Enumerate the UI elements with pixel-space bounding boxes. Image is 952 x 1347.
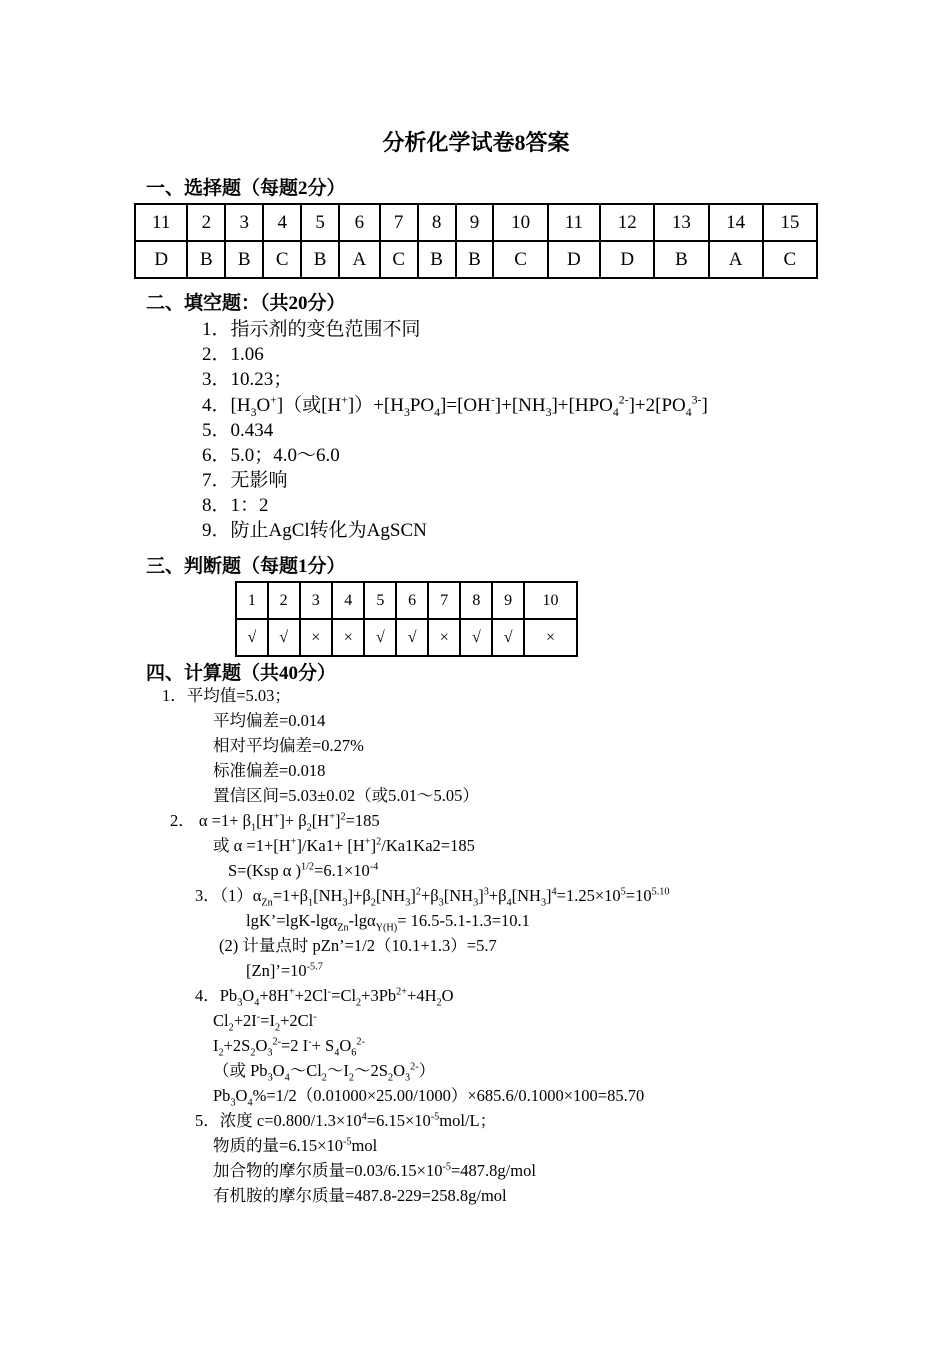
answer-cell: C: [263, 241, 301, 278]
superscript: 4: [361, 1111, 367, 1123]
subscript: 4: [685, 405, 692, 419]
text-run: =Cl: [331, 986, 357, 1005]
question-number: 5: [364, 582, 396, 619]
question-number: 8: [418, 204, 456, 241]
calc-4-line-1: [195, 984, 454, 1009]
true-false-table: [235, 581, 578, 657]
text-run: ]: [334, 811, 341, 830]
subscript: 2: [250, 1047, 256, 1059]
text-run: /Ka1Ka2=185: [381, 836, 475, 855]
text-run: 2． α =1+ β: [170, 811, 252, 830]
text-run: =1.25×10: [556, 886, 621, 905]
subscript: 3: [267, 1047, 273, 1059]
superscript: -: [327, 986, 332, 998]
text-run: I: [213, 1036, 219, 1055]
subscript: 3: [404, 1072, 411, 1084]
question-number: 3: [225, 204, 263, 241]
text-run: ]+2[PO: [628, 395, 686, 416]
text-run: ]+β: [347, 886, 371, 905]
subscript: Zn: [261, 897, 273, 909]
text-run: 4．Pb: [195, 986, 238, 1005]
question-number: 2: [187, 204, 225, 241]
subscript: 3: [267, 1072, 273, 1084]
subscript: 2: [436, 997, 442, 1009]
answer-cell: B: [187, 241, 225, 278]
text-run: =185: [345, 811, 380, 830]
superscript: 2-: [272, 1036, 281, 1048]
text-run: O: [393, 1061, 405, 1080]
text-run: ]+[NH: [494, 395, 546, 416]
text-run: 3．（1）α: [195, 886, 262, 905]
text-run: Cl: [213, 1011, 229, 1030]
superscript: -4: [369, 861, 379, 873]
text-run: 加合物的摩尔质量=0.03/6.15×10: [213, 1161, 443, 1180]
text-run: +β: [420, 886, 439, 905]
superscript: -5: [430, 1111, 440, 1123]
answer-cell: √: [492, 619, 524, 656]
answer-row: [236, 619, 577, 656]
subscript: Zn: [337, 922, 349, 934]
subscript: 3: [405, 897, 411, 909]
superscript: -5: [343, 1136, 352, 1148]
calc-3-line-4: [246, 959, 323, 984]
subscript: 3: [438, 897, 444, 909]
question-number: 9: [456, 204, 494, 241]
question-number: 11: [548, 204, 600, 241]
text-run: ～2S: [354, 1061, 388, 1080]
subscript: 3: [230, 1097, 236, 1109]
text-run: ]/Ka1+ [H: [296, 836, 365, 855]
text-run: ]+ β: [279, 811, 307, 830]
answer-cell: B: [301, 241, 339, 278]
answer-cell: A: [339, 241, 380, 278]
subscript: 4: [434, 405, 441, 419]
text-run: O: [441, 986, 454, 1005]
subscript: 3: [540, 897, 547, 909]
section-heading-fill: 二、填空题：（共20分）: [146, 293, 346, 314]
calc-5-line-2: [213, 1134, 377, 1159]
fill-answer-4: [202, 393, 708, 418]
section-heading-true-false: 三、判断题（每题1分）: [146, 556, 346, 577]
text-run: PO: [409, 395, 435, 416]
answer-cell: D: [548, 241, 600, 278]
text-run: =6.1×10: [314, 861, 370, 880]
superscript: 2: [340, 811, 346, 823]
question-number: 6: [339, 204, 380, 241]
text-run: mol/L；: [439, 1111, 497, 1130]
text-run: -lgα: [348, 911, 376, 930]
calc-5-line-4: 有机胺的摩尔质量=487.8-229=258.8g/mol: [213, 1186, 507, 1205]
text-run: O: [255, 1036, 268, 1055]
calc-3-line-3: (2) 计量点时 pZn’=1/2（10.1+1.3）=5.7: [219, 936, 497, 955]
subscript: 2: [274, 1022, 281, 1034]
text-run: =10: [625, 886, 652, 905]
text-run: =487.8g/mol: [450, 1161, 536, 1180]
calc-2-line-3: [228, 859, 378, 884]
text-run: O: [242, 986, 255, 1005]
text-run: + S: [311, 1036, 335, 1055]
subscript: 3: [403, 405, 410, 419]
answer-cell: B: [456, 241, 494, 278]
subscript: 4: [284, 1072, 290, 1084]
superscript: -5: [442, 1161, 451, 1173]
text-run: O: [235, 1086, 248, 1105]
superscript: 3-: [691, 393, 702, 407]
question-number: 8: [460, 582, 492, 619]
subscript: 4: [506, 897, 512, 909]
answer-cell: ×: [300, 619, 332, 656]
text-run: =1+β: [272, 886, 309, 905]
text-run: ～Cl: [289, 1061, 322, 1080]
text-run: ～I: [326, 1061, 349, 1080]
text-run: [H: [256, 811, 274, 830]
question-number: 13: [654, 204, 708, 241]
answer-cell: ×: [332, 619, 364, 656]
question-number: 2: [268, 582, 300, 619]
question-number: 11: [135, 204, 187, 241]
answer-cell: √: [364, 619, 396, 656]
text-run: 5．浓度 c=0.800/1.3×10: [195, 1111, 362, 1130]
multiple-choice-table: [134, 203, 818, 279]
calc-4-line-4: [213, 1059, 435, 1084]
superscript: 2: [376, 836, 382, 848]
text-run: （或 Pb: [213, 1061, 268, 1080]
calc-5-line-1: [195, 1109, 496, 1134]
superscript: -: [313, 1011, 317, 1023]
calc-5-line-3: [213, 1159, 536, 1184]
question-number: 5: [301, 204, 339, 241]
superscript: +: [270, 393, 277, 407]
text-run: ]: [701, 395, 708, 416]
fill-answer-9: 9．防止AgCl转化为AgSCN: [202, 520, 427, 541]
text-run: [Zn]’=10: [246, 961, 307, 980]
text-run: ]（或[H: [276, 395, 342, 416]
answer-cell: D: [600, 241, 654, 278]
question-number-row: [236, 582, 577, 619]
section-heading-calculation: 四、计算题（共40分）: [146, 663, 337, 684]
calc-4-line-2: [213, 1009, 317, 1034]
text-run: +2S: [223, 1036, 251, 1055]
subscript: 3: [545, 405, 552, 419]
text-run: [NH: [313, 886, 343, 905]
answer-cell: √: [460, 619, 492, 656]
question-number: 10: [524, 582, 577, 619]
text-run: +8H: [259, 986, 289, 1005]
answer-cell: C: [380, 241, 418, 278]
answer-cell: B: [418, 241, 456, 278]
text-run: +3Pb: [361, 986, 397, 1005]
text-run: ]: [410, 886, 416, 905]
text-run: 4．: [202, 395, 231, 416]
subscript: 6: [351, 1047, 357, 1059]
question-number: 1: [236, 582, 268, 619]
superscript: 1/2: [300, 861, 315, 873]
text-run: O: [272, 1061, 285, 1080]
subscript: 1: [308, 897, 314, 909]
subscript: 2: [306, 822, 312, 834]
text-run: +2I: [233, 1011, 257, 1030]
question-number: 6: [396, 582, 428, 619]
calc-1-line-1: 1．平均值=5.03；: [162, 686, 291, 705]
answer-cell: B: [654, 241, 708, 278]
calc-4-line-3: [213, 1034, 365, 1059]
superscript: 2+: [396, 986, 408, 998]
superscript: 3: [483, 886, 489, 898]
fill-answer-2: 2．1.06: [202, 344, 264, 365]
text-run: mol: [351, 1136, 378, 1155]
subscript: 4: [334, 1047, 340, 1059]
answer-cell: √: [396, 619, 428, 656]
answer-cell: C: [493, 241, 547, 278]
answer-cell: C: [763, 241, 817, 278]
question-number: 12: [600, 204, 654, 241]
question-number: 9: [492, 582, 524, 619]
text-run: ]+[HPO: [551, 395, 613, 416]
text-run: +2Cl: [294, 986, 328, 1005]
text-run: =6.15×10: [366, 1111, 431, 1130]
superscript: -5.7: [306, 961, 323, 973]
superscript: 2-: [410, 1061, 419, 1073]
answer-cell: ×: [428, 619, 460, 656]
text-run: =2 I: [281, 1036, 309, 1055]
calc-4-line-5: [213, 1084, 644, 1109]
question-number: 15: [763, 204, 817, 241]
answer-row: [135, 241, 817, 278]
text-run: O: [256, 395, 271, 416]
text-run: [NH: [375, 886, 406, 905]
text-run: +β: [488, 886, 507, 905]
answer-cell: B: [225, 241, 263, 278]
subscript: 2: [356, 997, 362, 1009]
subscript: 3: [250, 405, 257, 419]
superscript: 2-: [618, 393, 629, 407]
superscript: +: [329, 811, 335, 823]
answer-cell: A: [709, 241, 763, 278]
question-number: 7: [380, 204, 418, 241]
subscript: 2: [370, 897, 376, 909]
subscript: 3: [473, 897, 479, 909]
superscript: +: [341, 393, 348, 407]
fill-answer-8: 8．1：2: [202, 495, 269, 516]
calc-1-line-2: 平均偏差=0.014: [213, 711, 326, 730]
answer-cell: ×: [524, 619, 577, 656]
subscript: 4: [612, 405, 619, 419]
text-run: ]: [478, 886, 484, 905]
calc-3-line-2: [246, 909, 530, 934]
superscript: -: [308, 1036, 312, 1048]
text-run: [NH: [443, 886, 474, 905]
question-number: 7: [428, 582, 460, 619]
superscript: 4: [551, 886, 557, 898]
text-run: Pb: [213, 1086, 231, 1105]
question-number: 4: [332, 582, 364, 619]
subscript: 4: [247, 1097, 253, 1109]
subscript: 3: [237, 997, 243, 1009]
text-run: %=1/2（0.01000×25.00/1000）×685.6/0.1000×100=85.70: [252, 1086, 645, 1105]
question-number: 10: [493, 204, 547, 241]
subscript: 1: [251, 822, 257, 834]
fill-answer-1: 1．指示剂的变色范围不同: [202, 319, 421, 340]
text-run: ]=[OH: [440, 395, 491, 416]
superscript: 2-: [356, 1036, 365, 1048]
calc-1-line-4: 标准偏差=0.018: [213, 761, 326, 780]
fill-answer-3: 3．10.23；: [202, 369, 293, 390]
section-heading-choice: 一、选择题（每题2分）: [146, 178, 346, 199]
text-run: O: [339, 1036, 352, 1055]
answer-cell: √: [236, 619, 268, 656]
calc-3-line-1: [195, 884, 669, 909]
calc-1-line-3: 相对平均偏差=0.27%: [213, 736, 364, 755]
subscript: Y(H): [375, 922, 398, 934]
subscript: 2: [387, 1072, 394, 1084]
subscript: 2: [228, 1022, 234, 1034]
text-run: = 16.5-5.1-1.3=10.1: [397, 911, 530, 930]
superscript: 2: [415, 886, 421, 898]
text-run: ）: [418, 1061, 436, 1080]
answer-cell: √: [268, 619, 300, 656]
text-run: ]: [546, 886, 552, 905]
calc-2-line-1: [170, 809, 380, 834]
text-run: +4H: [407, 986, 437, 1005]
question-number-row: [135, 204, 817, 241]
text-run: ]）+[H: [347, 395, 404, 416]
page-title: 分析化学试卷8答案: [382, 130, 570, 155]
superscript: 5.10: [651, 886, 670, 898]
text-run: +2Cl: [280, 1011, 314, 1030]
question-number: 4: [263, 204, 301, 241]
superscript: +: [273, 811, 280, 823]
text-run: 或 α =1+[H: [213, 836, 291, 855]
subscript: 4: [254, 997, 260, 1009]
subscript: 2: [348, 1072, 355, 1084]
subscript: 2: [321, 1072, 327, 1084]
superscript: -: [256, 1011, 261, 1023]
fill-answer-7: 7．无影响: [202, 470, 288, 491]
calc-2-line-2: [213, 834, 475, 859]
text-run: [H: [311, 811, 330, 830]
superscript: +: [290, 836, 297, 848]
text-run: [NH: [511, 886, 541, 905]
calc-1-line-5: 置信区间=5.03±0.02（或5.01～5.05）: [213, 786, 479, 805]
subscript: 2: [218, 1047, 224, 1059]
fill-answer-5: 5．0.434: [202, 420, 274, 441]
question-number: 14: [709, 204, 763, 241]
text-run: [H: [230, 395, 251, 416]
text-run: ]: [370, 836, 377, 855]
text-run: =I: [260, 1011, 275, 1030]
superscript: -: [490, 393, 495, 407]
superscript: +: [288, 986, 295, 998]
question-number: 3: [300, 582, 332, 619]
superscript: 5: [620, 886, 626, 898]
superscript: +: [364, 836, 371, 848]
text-run: 物质的量=6.15×10: [213, 1136, 343, 1155]
answer-cell: D: [135, 241, 187, 278]
subscript: 3: [342, 897, 348, 909]
text-run: lgK’=lgK-lgα: [246, 911, 338, 930]
fill-answer-6: 6．5.0；4.0～6.0: [202, 445, 340, 466]
text-run: S=(Ksp α ): [228, 861, 301, 880]
